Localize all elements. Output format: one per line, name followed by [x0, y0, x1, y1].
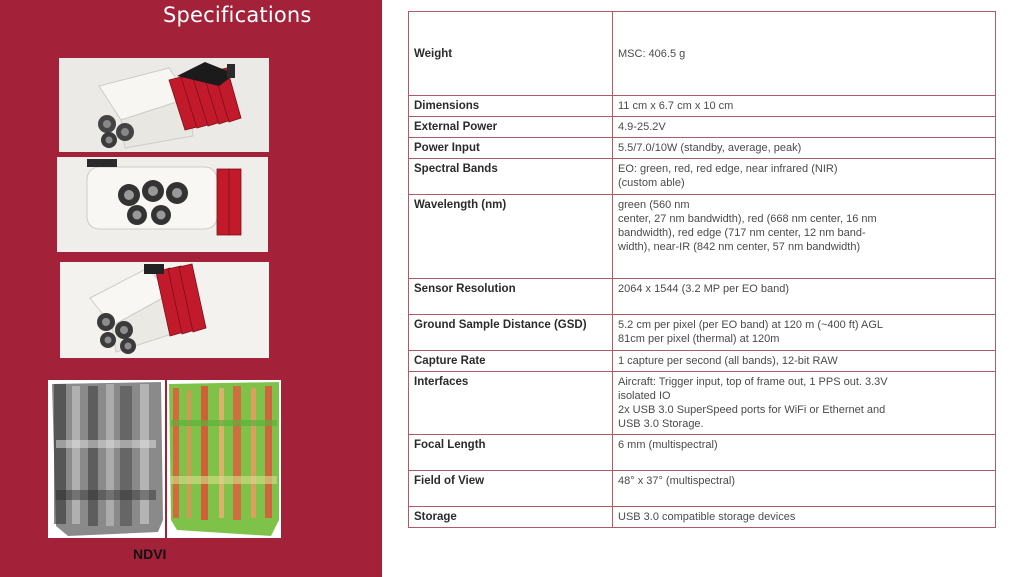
spec-label: Interfaces — [409, 372, 613, 435]
left-panel — [0, 0, 382, 577]
spec-row-focal-length — [409, 435, 996, 471]
spec-value: Aircraft: Trigger input, top of frame out, 1 PPS out. 3.3V isolated IO 2x USB 3.0 SuperSpeed ports for WiFi or Ethernet and USB 3.0 Storage. — [613, 372, 996, 435]
spec-label: Ground Sample Distance (GSD) — [409, 315, 613, 351]
panel-title: Specifications — [163, 3, 312, 27]
camera-photo-top — [59, 58, 269, 152]
spec-label: Field of View — [409, 471, 613, 507]
spec-row-dimensions — [409, 96, 996, 117]
spec-label: Wavelength (nm) — [409, 195, 613, 279]
spec-row-power-input — [409, 138, 996, 159]
camera-photo-front — [57, 157, 268, 252]
spec-row-spectral-bands — [409, 159, 996, 195]
spec-value: 1 capture per second (all bands), 12-bit RAW — [613, 351, 996, 372]
spec-row-wavelength — [409, 195, 996, 279]
spec-value: EO: green, red, red edge, near infrared (NIR) (custom able) — [613, 159, 996, 195]
spec-label: Capture Rate — [409, 351, 613, 372]
spec-value: 2064 x 1544 (3.2 MP per EO band) — [613, 279, 996, 315]
spec-label: External Power — [409, 117, 613, 138]
spec-table — [408, 11, 996, 528]
spec-row-gsd — [409, 315, 996, 351]
spec-row-sensor-resolution — [409, 279, 996, 315]
spec-label: Power Input — [409, 138, 613, 159]
spec-row-capture-rate — [409, 351, 996, 372]
spec-row-external-power — [409, 117, 996, 138]
spec-label: Weight — [409, 12, 613, 96]
spec-label: Sensor Resolution — [409, 279, 613, 315]
spec-row-interfaces — [409, 372, 996, 435]
spec-row-field-of-view — [409, 471, 996, 507]
grayscale-field-map — [48, 380, 165, 538]
spec-value: 48° x 37° (multispectral) — [613, 471, 996, 507]
ndvi-label: NDVI — [133, 546, 167, 562]
spec-label: Focal Length — [409, 435, 613, 471]
spec-value: 11 cm x 6.7 cm x 10 cm — [613, 96, 996, 117]
spec-label: Spectral Bands — [409, 159, 613, 195]
spec-value: USB 3.0 compatible storage devices — [613, 507, 996, 528]
spec-row-weight — [409, 12, 996, 96]
spec-label: Dimensions — [409, 96, 613, 117]
spec-value: 6 mm (multispectral) — [613, 435, 996, 471]
spec-row-storage — [409, 507, 996, 528]
camera-photo-side — [60, 262, 269, 358]
ndvi-field-map — [167, 380, 281, 538]
spec-value: 4.9-25.2V — [613, 117, 996, 138]
spec-value: 5.2 cm per pixel (per EO band) at 120 m (~400 ft) AGL 81cm per pixel (thermal) at 120m — [613, 315, 996, 351]
spec-value: green (560 nm center, 27 nm bandwidth), red (668 nm center, 16 nm bandwidth), red edge (717 nm center, 12 nm band- width), near-IR (842 nm center, 57 nm bandwidth) — [613, 195, 996, 279]
spec-value: 5.5/7.0/10W (standby, average, peak) — [613, 138, 996, 159]
spec-label: Storage — [409, 507, 613, 528]
spec-value: MSC: 406.5 g — [613, 12, 996, 96]
